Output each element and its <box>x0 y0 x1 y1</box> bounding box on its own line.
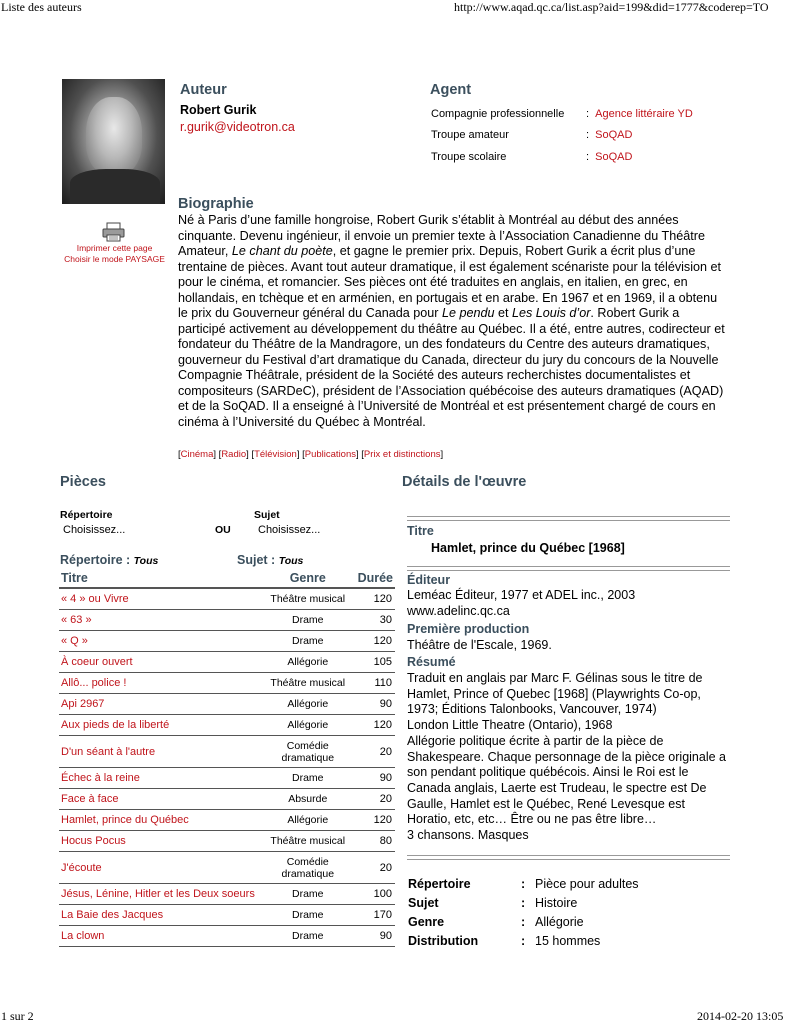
piece-duree: 20 <box>355 852 395 884</box>
agent-link[interactable]: SoQAD <box>595 151 633 163</box>
table-row <box>59 926 395 947</box>
piece-link[interactable]: La clown <box>61 930 105 942</box>
titre-value: Hamlet, prince du Québec [1968] <box>431 541 625 555</box>
production-value: Théâtre de l'Escale, 1969. <box>407 638 552 652</box>
category-links: [Cinéma] [Radio] [Télévision] [Publications] [Prix et distinctions] <box>178 449 444 460</box>
piece-link[interactable]: La Baie des Jacques <box>61 909 164 921</box>
resume-label: Résumé <box>407 655 456 669</box>
piece-link[interactable]: Échec à la reine <box>61 772 140 784</box>
piece-duree: 20 <box>355 736 395 768</box>
piece-genre: Allégorie <box>261 715 355 736</box>
page-url: http://www.aqad.qc.ca/list.asp?aid=199&did=1777&coderep=TO <box>454 0 769 14</box>
print-links <box>62 243 167 265</box>
biography-heading: Biographie <box>178 196 254 212</box>
filter-sujet-label: Sujet <box>254 509 280 521</box>
table-row <box>59 905 395 926</box>
editeur-value <box>407 588 635 619</box>
piece-link[interactable]: Hamlet, prince du Québec <box>61 814 189 826</box>
piece-link[interactable]: Aux pieds de la liberté <box>61 719 170 731</box>
link-television[interactable]: Télévision <box>254 449 297 460</box>
piece-genre: Drame <box>261 768 355 789</box>
piece-duree: 120 <box>355 810 395 831</box>
table-row <box>59 715 395 736</box>
editeur-line: www.adelinc.qc.ca <box>407 603 510 618</box>
piece-link[interactable]: D'un séant à l'autre <box>61 745 156 758</box>
divider <box>407 566 730 571</box>
titre-label: Titre <box>407 524 434 538</box>
table-row <box>59 852 395 884</box>
link-cinema[interactable]: Cinéma <box>180 449 214 460</box>
piece-duree: 105 <box>355 652 395 673</box>
agent-link[interactable]: SoQAD <box>595 129 633 141</box>
divider <box>407 516 730 521</box>
pieces-table <box>59 567 395 947</box>
piece-duree: 90 <box>355 926 395 947</box>
piece-genre: Drame <box>261 884 355 905</box>
author-heading: Auteur <box>180 82 227 98</box>
details-heading: Détails de l'œuvre <box>402 474 527 490</box>
production-label: Première production <box>407 622 530 636</box>
piece-genre: Allégorie <box>261 652 355 673</box>
piece-genre: Comédie dramatique <box>261 852 355 884</box>
piece-genre: Allégorie <box>261 694 355 715</box>
divider <box>407 855 730 860</box>
piece-duree: 90 <box>355 768 395 789</box>
editeur-line: Leméac Éditeur, 1977 et ADEL inc., 2003 <box>407 588 636 602</box>
piece-genre: Drame <box>261 905 355 926</box>
agent-value: : SoQAD <box>586 129 633 141</box>
author-name: Robert Gurik <box>180 103 257 117</box>
editeur-label: Éditeur <box>407 573 451 587</box>
piece-duree: 30 <box>355 610 395 631</box>
table-row <box>59 768 395 789</box>
piece-link[interactable]: J'écoute <box>61 861 102 874</box>
piece-duree: 110 <box>355 673 395 694</box>
piece-link[interactable]: « 4 » ou Vivre <box>61 593 129 605</box>
col-duree[interactable]: Durée <box>355 567 395 588</box>
link-radio[interactable]: Radio <box>221 449 247 460</box>
piece-link[interactable]: Jésus, Lénine, Hitler et les Deux soeurs <box>61 888 255 900</box>
piece-genre: Drame <box>261 631 355 652</box>
piece-link[interactable]: À coeur ouvert <box>61 656 133 668</box>
piece-duree: 120 <box>355 588 395 610</box>
table-row <box>59 884 395 905</box>
piece-link[interactable]: Api 2967 <box>61 698 105 710</box>
piece-genre: Absurde <box>261 789 355 810</box>
piece-link[interactable]: « 63 » <box>61 614 92 626</box>
piece-genre: Comédie dramatique <box>261 736 355 768</box>
filter-sujet-select[interactable]: Choisissez... <box>258 524 321 536</box>
piece-link[interactable]: Hocus Pocus <box>61 835 126 847</box>
piece-genre: Drame <box>261 926 355 947</box>
link-publications[interactable]: Publications <box>304 449 356 460</box>
piece-duree: 120 <box>355 631 395 652</box>
piece-duree: 120 <box>355 715 395 736</box>
table-row <box>59 736 395 768</box>
table-row <box>59 610 395 631</box>
piece-genre: Allégorie <box>261 810 355 831</box>
agent-label: Troupe scolaire <box>431 151 507 163</box>
link-prix[interactable]: Prix et distinctions <box>363 449 441 460</box>
table-row <box>59 831 395 852</box>
print-datetime: 2014-02-20 13:05 <box>697 1009 784 1023</box>
piece-duree: 100 <box>355 884 395 905</box>
page-indicator: 1 sur 2 <box>1 1009 34 1023</box>
piece-link[interactable]: Allô... police ! <box>61 677 127 689</box>
piece-duree: 90 <box>355 694 395 715</box>
table-row <box>59 810 395 831</box>
col-titre[interactable]: Titre <box>59 567 261 588</box>
resume-text: Traduit en anglais par Marc F. Gélinas sous le titre de Hamlet, Prince of Quebec [1968] (Playwrights Co-op, 1973; Éditions Talonbooks, Vancouver, 1974) London Little Theatre (Ontario), 1968 Allégorie politique écrite à partir de la pièce de Shakespeare. Chaque personnage de la pièce originale a son pendant politique québécois. Ainsi le Roi est le Canada anglais, Laerte est Trudeau, le spectre est De Gaulle, Hamlet est le Québec, René Levesque est Horatio, etc, etc… Être ou ne pas être libre… 3 chansons. Masques <box>407 671 726 843</box>
page-title: Liste des auteurs <box>1 0 82 14</box>
agent-value: : SoQAD <box>586 151 633 163</box>
agent-label: Compagnie professionnelle <box>431 108 565 120</box>
table-row <box>59 631 395 652</box>
author-photo <box>62 79 165 204</box>
or-label: OU <box>215 524 231 536</box>
table-row <box>59 673 395 694</box>
author-email-link[interactable]: r.gurik@videotron.ca <box>180 120 295 134</box>
filter-repertoire-label: Répertoire <box>60 509 113 521</box>
table-row <box>59 789 395 810</box>
piece-genre: Théâtre musical <box>261 673 355 694</box>
piece-genre: Drame <box>261 610 355 631</box>
piece-link[interactable]: « Q » <box>61 635 88 647</box>
agent-link[interactable]: Agence littéraire YD <box>595 108 693 120</box>
piece-duree: 170 <box>355 905 395 926</box>
landscape-mode-link[interactable]: Choisir le mode PAYSAGE <box>64 254 165 264</box>
current-sujet: Sujet : Tous <box>237 553 304 567</box>
biography-text: Né à Paris d’une famille hongroise, Robert Gurik s’établit à Montréal au début des années cinquante. Devenu ingénieur, il envoie un premier texte à l’Association Canadienne du Théâtre Amateur, Le chant du poète, et gagne le premier prix. Depuis, Robert Gurik a écrit plus d’une trentaine de pièces. Avant tout auteur dramatique, il est également scénariste pour la télévision et pour le cinéma, et romancier. Ses pièces ont été traduites en anglais, en italien, en grec, en hollandais, en tchèque et en arménien, en portugais et en arabe. En 1967 et en 1969, il a obtenu le prix du Gouverneur général du Canada pour Le pendu et Les Louis d’or. Robert Gurik a participé activement au développement du théâtre au Québec. Il a été, entre autres, codirecteur et fondateur du Théâtre de la Mandragore, un des fondateurs du Centre des auteurs dramatiques, gouverneur du Festival d’art dramatique du Canada, directeur du jury du concours de la Nouvelle Compagnie Théâtrale, président de la Société des auteurs recherchistes documentalistes et compositeurs (SARDeC), président de l’Association québécoise des auteurs dramatiques (AQAD) et de la SoQAD. Il a enseigné à l’Université de Montréal et est présentement chargé de cours en cinéma à l’Université du Québec à Montréal. <box>178 213 725 429</box>
agent-heading: Agent <box>430 82 472 98</box>
piece-link[interactable]: Face à face <box>61 793 119 805</box>
pieces-heading: Pièces <box>60 474 106 490</box>
table-row <box>59 694 395 715</box>
col-genre[interactable]: Genre <box>261 567 355 588</box>
piece-genre: Théâtre musical <box>261 588 355 610</box>
piece-duree: 80 <box>355 831 395 852</box>
piece-genre: Théâtre musical <box>261 831 355 852</box>
agent-label: Troupe amateur <box>431 129 509 141</box>
table-row <box>59 588 395 610</box>
print-page-link[interactable]: Imprimer cette page <box>76 243 153 253</box>
current-repertoire: Répertoire : Tous <box>60 553 159 567</box>
filter-repertoire-select[interactable]: Choisissez... <box>63 524 126 536</box>
piece-duree: 20 <box>355 789 395 810</box>
agent-value: : Agence littéraire YD <box>586 108 693 120</box>
table-row <box>59 652 395 673</box>
